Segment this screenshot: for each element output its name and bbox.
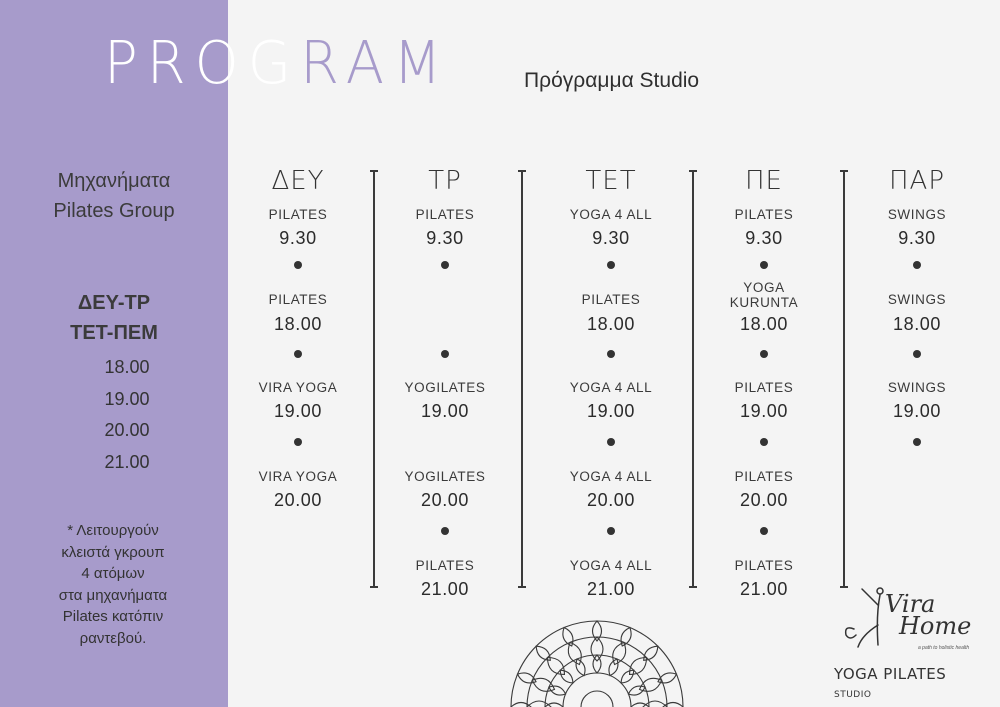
separator-dot: [913, 438, 921, 446]
class-name: YOGA 4 ALL: [569, 469, 653, 484]
separator-dot: [607, 438, 615, 446]
class-time: 20.00: [273, 490, 323, 510]
class-name-line2: KURUNTA: [729, 295, 799, 310]
note-line: ραντεβού.: [79, 629, 147, 647]
sidebar-days-line2: ΤΕΤ-ΠΕΜ: [70, 322, 158, 344]
class-time: 9.30: [898, 228, 936, 248]
separator-dot: [760, 438, 768, 446]
class-time: 20.00: [586, 490, 636, 510]
separator-dot: [607, 350, 615, 358]
separator-dot: [913, 261, 921, 269]
separator-dot: [441, 350, 449, 358]
separator-dot: [441, 527, 449, 535]
logo-studio-label: STUDIO: [834, 690, 872, 700]
class-time: 21.00: [586, 579, 636, 599]
class-time: 19.00: [892, 401, 942, 421]
class-time: 21.00: [739, 579, 789, 599]
class-name: PILATES: [268, 207, 328, 222]
logo-script: [885, 590, 972, 640]
class-name: PILATES: [734, 558, 794, 573]
class-time: 20.00: [420, 490, 470, 510]
separator-dot: [913, 350, 921, 358]
class-name: YOGA 4 ALL: [569, 558, 653, 573]
separator-dot: [760, 527, 768, 535]
mandala-graphic: [507, 617, 687, 707]
class-name: YOGA 4 ALL: [569, 207, 653, 222]
class-name: YOGA 4 ALL: [569, 380, 653, 395]
sidebar-heading-line2: Pilates Group: [53, 200, 175, 222]
separator-dot: [441, 261, 449, 269]
logo-tagline: a path to holistic health: [918, 645, 970, 651]
note-line: κλειστά γκρουπ: [61, 543, 165, 561]
title-purple-part: RAM: [300, 29, 451, 98]
day-header: ΔΕΥ: [271, 166, 325, 196]
class-time: 20.00: [739, 490, 789, 510]
title-white-part: PROG: [104, 29, 301, 98]
class-name: PILATES: [415, 207, 475, 222]
day-header: ΤΡ: [428, 166, 462, 196]
sidebar-time: 19.00: [104, 388, 150, 409]
page-subtitle: Πρόγραμμα Studio: [524, 69, 700, 92]
separator-dot: [607, 261, 615, 269]
sidebar-note: [0, 520, 226, 649]
sidebar-days-line1: ΔΕΥ-ΤΡ: [77, 292, 151, 314]
class-time: 21.00: [420, 579, 470, 599]
class-name: PILATES: [734, 380, 794, 395]
class-name: PILATES: [268, 292, 328, 307]
class-time: 18.00: [892, 314, 942, 334]
class-time: 9.30: [426, 228, 464, 248]
note-line: * Λειτουργούν: [67, 522, 159, 539]
sidebar-heading-line1: Μηχανήματα: [57, 170, 171, 192]
yoga-figure-icon: [832, 585, 892, 665]
note-line: 4 ατόμων: [81, 565, 145, 582]
class-name: PILATES: [734, 207, 794, 222]
class-name: YOGILATES: [404, 469, 486, 484]
class-time: 18.00: [586, 314, 636, 334]
logo-main-text: [834, 665, 980, 701]
logo-script-line1: Vira: [885, 590, 936, 618]
class-time: 9.30: [592, 228, 630, 248]
separator-dot: [760, 350, 768, 358]
class-name: VIRA YOGA: [258, 469, 338, 484]
class-name-line1: YOGA: [743, 280, 785, 295]
class-name: SWINGS: [887, 292, 947, 307]
class-name: PILATES: [415, 558, 475, 573]
separator-dot: [294, 438, 302, 446]
separator-dot: [607, 527, 615, 535]
class-name: PILATES: [581, 292, 641, 307]
class-name: VIRA YOGA: [258, 380, 338, 395]
class-time: 19.00: [273, 401, 323, 421]
separator-dot: [294, 350, 302, 358]
class-name: SWINGS: [887, 380, 947, 395]
day-column-tue: [355, 0, 535, 707]
note-line: στα μηχανήματα: [58, 586, 168, 604]
logo-script-line2: Home: [899, 612, 972, 640]
class-name: SWINGS: [887, 207, 947, 222]
class-name: YOGILATES: [404, 380, 486, 395]
class-time: 19.00: [586, 401, 636, 421]
class-name: PILATES: [734, 469, 794, 484]
separator-dot: [760, 261, 768, 269]
studio-logo: [830, 585, 980, 700]
day-header: ΠΕ: [745, 166, 783, 196]
day-header: ΤΕΤ: [585, 166, 637, 196]
class-time: 18.00: [739, 314, 789, 334]
class-time: 18.00: [273, 314, 323, 334]
class-time: 9.30: [745, 228, 783, 248]
note-line: Pilates κατόπιν: [62, 608, 164, 625]
sidebar-time: 18.00: [104, 357, 150, 377]
class-time: 19.00: [420, 401, 470, 421]
separator-dot: [294, 261, 302, 269]
mandala-decoration: [507, 617, 687, 707]
logo-main-label: YOGA PILATES: [834, 665, 947, 683]
sidebar-time: 20.00: [104, 420, 150, 440]
sidebar-time: 21.00: [104, 451, 150, 472]
class-time: 9.30: [279, 228, 317, 248]
day-header: ΠΑΡ: [888, 166, 945, 196]
class-time: 19.00: [739, 401, 789, 421]
